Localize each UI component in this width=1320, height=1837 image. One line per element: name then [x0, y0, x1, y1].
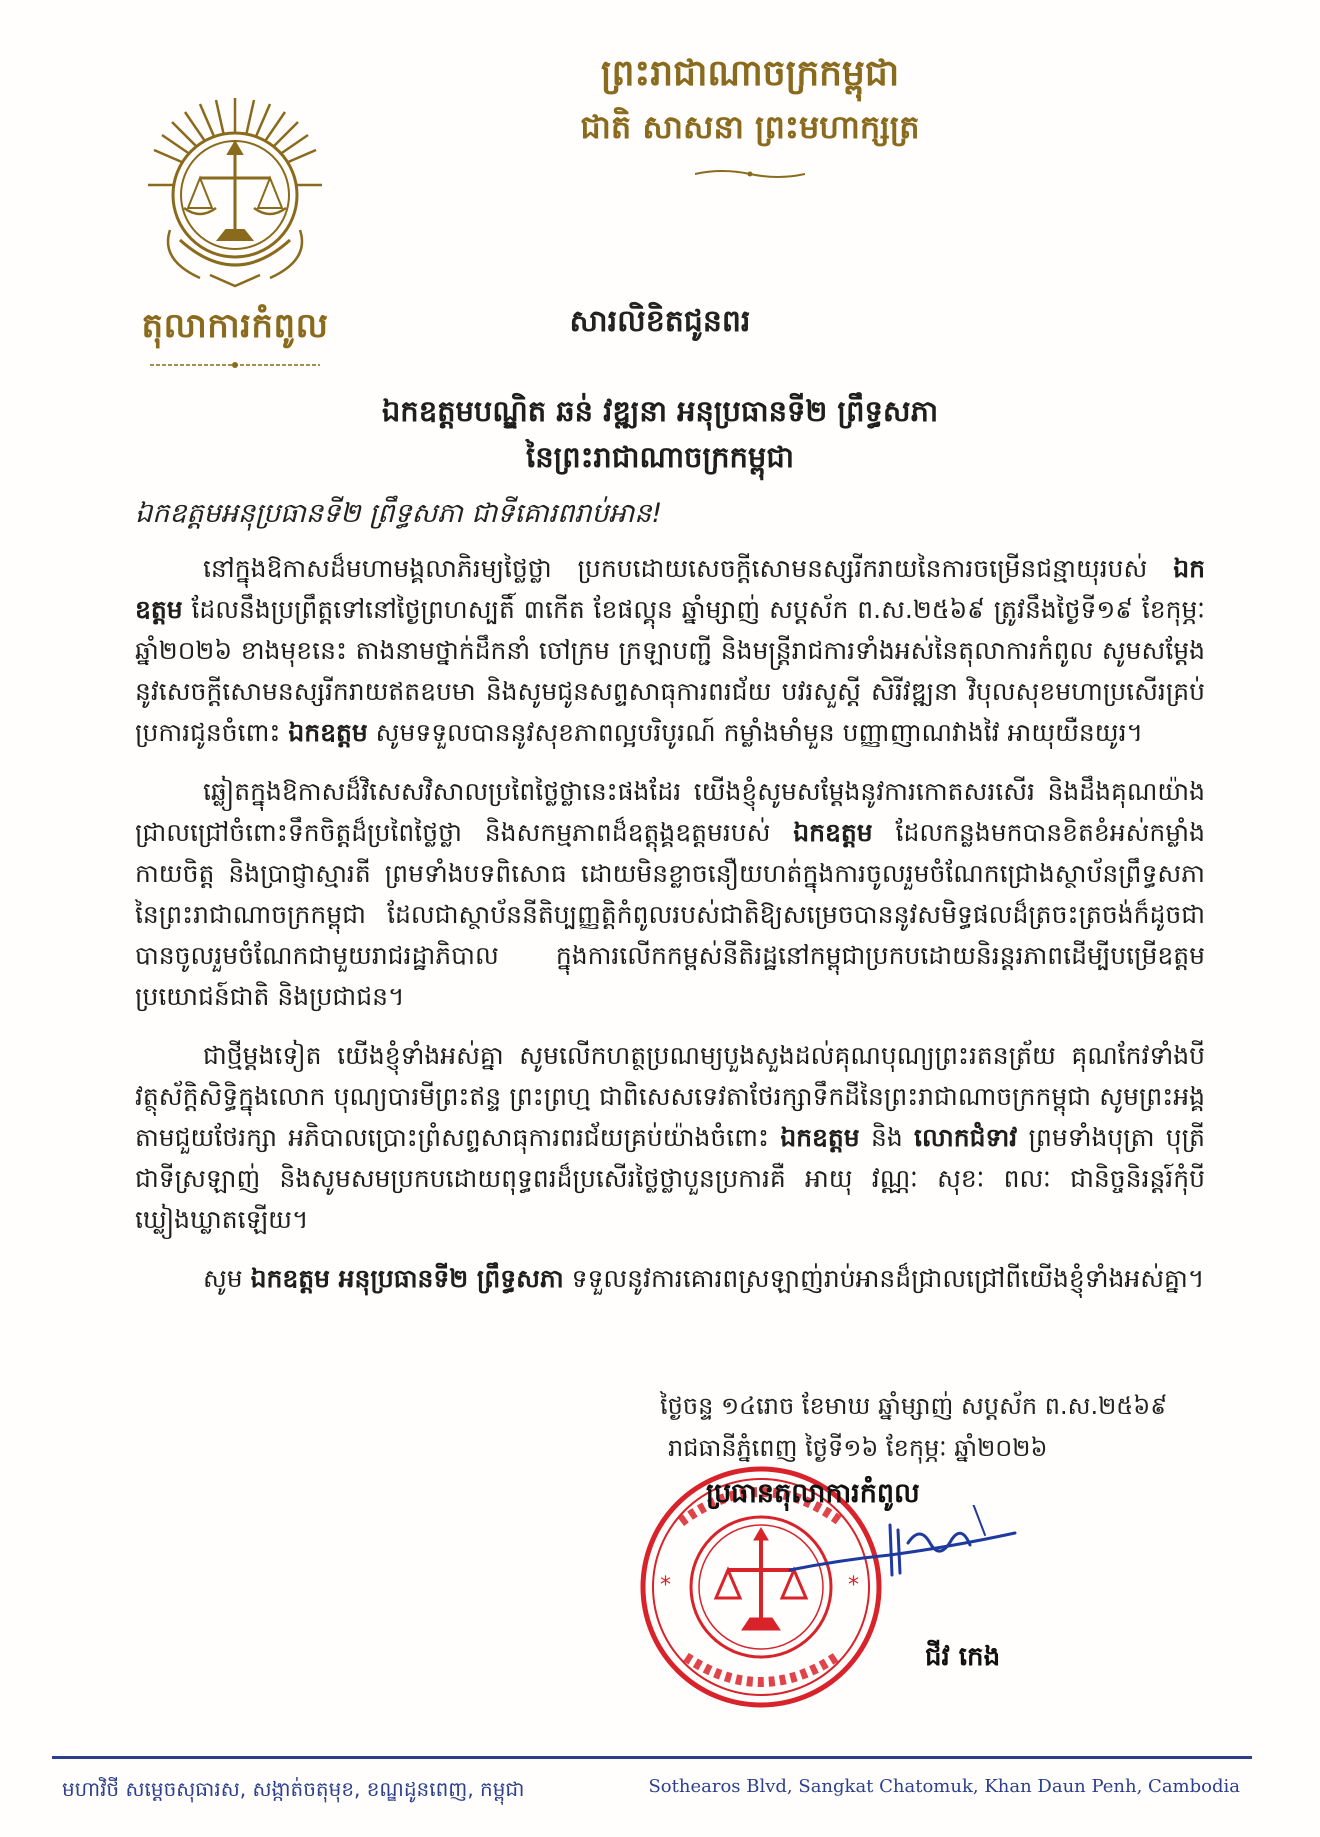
paragraph-1	[135, 548, 1205, 753]
paragraph-2	[135, 771, 1205, 1017]
footer-address-english: Sothearos Blvd, Sangkat Chatomuk, Khan Daun Penh, Cambodia	[648, 1776, 1240, 1797]
footer-divider	[52, 1756, 1252, 1759]
p2-bold-b: ឯកឧត្តម	[793, 818, 873, 847]
kingdom-title: ព្រះរាជាណាចក្រកម្ពុជា	[600, 52, 900, 94]
recipient-line-2: នៃព្រះរាជាណាចក្រកម្ពុជា	[526, 440, 794, 474]
p1-text-e: សូមទទួលបាននូវសុខភាពល្អបរិបូរណ៍ កម្លាំងមាំមួន បញ្ញាញាណវាងវៃ អាយុយឺនយូរ។	[367, 718, 1144, 747]
kingdom-header	[520, 50, 980, 180]
signer-title: ប្រធានតុលាការកំពូល	[706, 1478, 920, 1509]
p3-bold-b: ឯកឧត្តម	[780, 1123, 860, 1152]
p3-text-e: ព្រមទាំងបុត្រា បុត្រី ជាទីស្រឡាញ់ និងសូមសមប្រកបដោយពុទ្ធពរដ៏ប្រសើរថ្លៃថ្លាបួនប្រការគឺ អាយុ វណ្ណៈ សុខៈ ពលៈ ជានិច្ចនិរន្តរ៍កុំបីឃ្លៀងឃ្លាតឡើយ។	[135, 1123, 1205, 1234]
recipient-line-1: ឯកឧត្តមបណ្ឌិត ឆន់ វឌ្ឍនា អនុប្រធានទី២ ព្រឹទ្ធសភា	[381, 394, 939, 428]
p1-text-c: ដែលនឹងប្រព្រឹត្តទៅនៅថ្ងៃព្រហស្បតិ៍ ៣កើត ខែផល្គុន ឆ្នាំម្សាញ់ សប្តស័ក ព.ស.២៥៦៩ ត្រូវនឹងថ្ងៃទី១៩ ខែកុម្ភៈ ឆ្នាំ២០២៦ ខាងមុខនេះ តាងនាមថ្នាក់ដឹកនាំ ចៅក្រម ក្រឡាបញ្ជី និងមន្ត្រីរាជការទាំងអស់នៃតុលាការកំពូល សូមសម្តែងនូវសេចក្តីសោមនស្សរីករាយឥតឧបមា និងសូមជូនសព្ទសាធុការពរជ័យ បវរសួស្តី សិរីវឌ្ឍនា វិបុលសុខមហាប្រសើរគ្រប់ប្រការជូនចំពោះ	[135, 595, 1205, 747]
p4-bold-b: ឯកឧត្តម អនុប្រធានទី២ ព្រឹទ្ធសភា	[250, 1264, 564, 1293]
p4-text-c: ទទួលនូវការគោរពស្រឡាញ់រាប់អានដ៏ជ្រាលជ្រៅពីយើងខ្ញុំទាំងអស់គ្នា។	[563, 1264, 1205, 1293]
court-divider-icon	[150, 360, 320, 370]
paragraph-3	[135, 1035, 1205, 1240]
handwritten-signature-icon	[780, 1505, 1020, 1595]
p2-text-c: ដែលកន្លងមកបានខិតខំអស់កម្លាំងកាយចិត្ត និងប្រាជ្ញាស្មារតី ព្រមទាំងបទពិសោធ ដោយមិនខ្លាចនឿយហត់ក្នុងការចូលរួមចំណែកជ្រោងស្ថាប័នព្រឹទ្ធសភា នៃព្រះរាជាណាចក្រកម្ពុជា ដែលជាស្ថាប័ននីតិប្បញ្ញត្តិកំពូលរបស់ជាតិឱ្យសម្រេចបាននូវសមិទ្ធផលដ៏ត្រចះត្រចង់ក៏ដូចជាបានចូលរួមចំណែកជាមួយរាជរដ្ឋាភិបាល ក្នុងការលើកកម្ពស់នីតិរដ្ឋនៅកម្ពុជាប្រកបដោយនិរន្តរភាពដើម្បីបម្រើឧត្តមប្រយោជន៍ជាតិ និងប្រជាជន។	[135, 818, 1205, 1011]
solar-date: រាជធានីភ្នំពេញ ថ្ងៃទី១៦ ខែកុម្ភៈ ឆ្នាំ២០២៦	[668, 1434, 1048, 1462]
svg-text:*: *	[848, 1573, 859, 1598]
motto-divider-icon	[695, 168, 805, 180]
p2-text-a: ឆ្លៀតក្នុងឱកាសដ៏វិសេសវិសាលប្រពៃថ្លៃថ្លានេះផងដែរ យើងខ្ញុំសូមសម្តែងនូវការកោតសរសើរ និងដឹងគុណយ៉ាងជ្រាលជ្រៅចំពោះទឹកចិត្តដ៏ប្រពៃថ្លៃថ្លា និងសកម្មភាពដ៏ឧត្តុង្គឧត្តមរបស់	[135, 777, 1205, 847]
signer-name: ជីវ កេង	[925, 1642, 1001, 1672]
salutation: ឯកឧត្តមអនុប្រធានទី២ ព្រឹទ្ធសភា ជាទីគោរពរាប់អាន!	[135, 498, 663, 529]
p3-text-a: ជាថ្មីម្តងទៀត យើងខ្ញុំទាំងអស់គ្នា សូមលើកហត្ថប្រណម្យបួងសួងដល់គុណបុណ្យព្រះរតនត្រ័យ គុណកែវទាំងបី វត្ថុស័ក្តិសិទ្ធិក្នុងលោក បុណ្យបារមីព្រះឥន្ទ ព្រះព្រហ្ម ជាពិសេសទេវតាថែរក្សាទឹកដីនៃព្រះរាជាណាចក្រកម្ពុជា សូមព្រះអង្គតាមជួយថែរក្សា អភិបាលប្រោះព្រំសព្ទសាធុការពរជ័យគ្រប់យ៉ាងចំពោះ	[135, 1041, 1205, 1152]
p1-text-a: នៅក្នុងឱកាសដ៏មហាមង្គលាភិរម្យថ្លៃថ្លា ប្រកបដោយសេចក្តីសោមនស្សរីករាយនៃការចម្រើនជន្មាយុរបស់	[203, 554, 1174, 583]
date-block	[660, 1385, 1220, 1469]
paragraph-4	[135, 1258, 1205, 1299]
footer-address-khmer: មហាវិថី សម្តេចសុធារស, សង្កាត់ចតុមុខ, ខណ្ឌដូនពេញ, កម្ពុជា	[62, 1777, 525, 1801]
recipient-block	[0, 388, 1320, 480]
letter-body	[135, 548, 1205, 1317]
p3-text-c: និង	[859, 1123, 915, 1152]
lunar-date: ថ្ងៃចន្ទ ១៤រោច ខែមាឃ ឆ្នាំម្សាញ់ សប្តស័ក ព.ស.២៥៦៩	[660, 1392, 1168, 1420]
p4-text-a: សូម	[203, 1264, 251, 1293]
letter-title: សារលិខិតជូនពរ	[569, 304, 751, 339]
court-name: តុលាការកំពូល	[141, 306, 329, 346]
supreme-court-emblem-icon	[140, 90, 330, 290]
p1-bold-d: ឯកឧត្តម	[288, 718, 368, 747]
national-motto: ជាតិ សាសនា ព្រះមហាក្សត្រ	[580, 108, 920, 146]
p1-bold-b: ឯកឧត្តម	[135, 554, 1205, 624]
svg-text:*: *	[660, 1573, 671, 1598]
p3-bold-d: លោកជំទាវ	[914, 1123, 1018, 1152]
